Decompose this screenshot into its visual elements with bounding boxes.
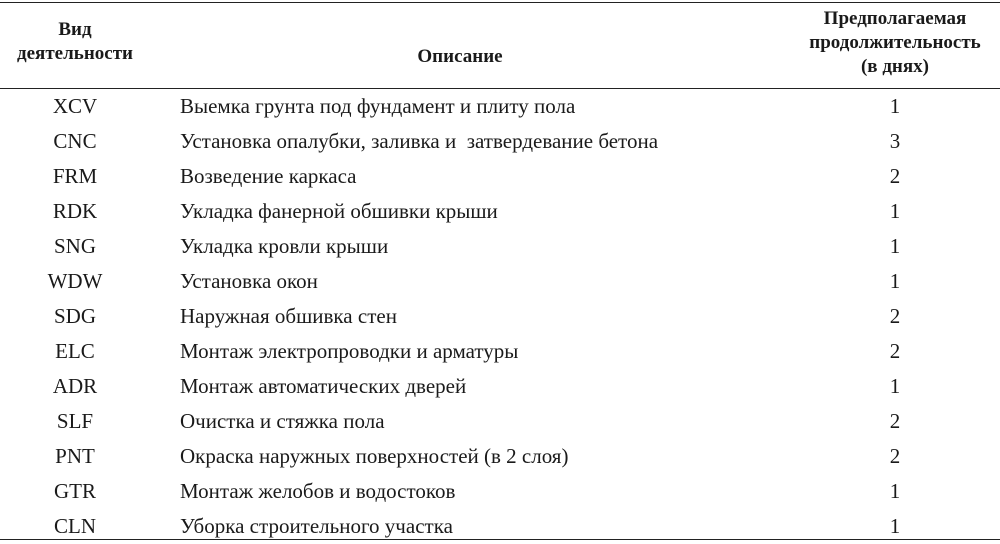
header-activity-code	[0, 18, 150, 66]
cell-description: Очистка и стяжка пола	[180, 409, 385, 433]
cell-description: Установка опалубки, заливка и затвердевание бетона	[180, 129, 659, 153]
cell-activity-code: XCV	[52, 94, 98, 118]
header-description: Описание	[417, 46, 503, 67]
cell-description: Наружная обшивка стен	[180, 304, 397, 328]
table-row	[0, 334, 1000, 369]
cell-description: Установка окон	[180, 269, 318, 293]
cell-activity-code: SDG	[53, 304, 96, 328]
header-duration	[790, 7, 1000, 79]
cell-description: Укладка фанерной обшивки крыши	[180, 199, 498, 223]
table-row	[0, 474, 1000, 509]
header-activity-code-line-2: деятельности	[17, 43, 133, 64]
cell-duration: 1	[889, 514, 901, 538]
table-top-rule	[0, 2, 1000, 3]
header-duration-line-2: продолжительность	[809, 32, 981, 53]
cell-activity-code: GTR	[54, 479, 96, 503]
cell-duration: 2	[889, 339, 901, 363]
table-row	[0, 194, 1000, 229]
table-bottom-rule	[0, 539, 1000, 540]
cell-description: Уборка строительного участка	[180, 514, 453, 538]
cell-description: Монтаж электропроводки и арматуры	[180, 339, 519, 363]
cell-duration: 2	[889, 409, 901, 433]
table-row	[0, 264, 1000, 299]
cell-duration: 1	[889, 374, 901, 398]
cell-duration: 1	[889, 234, 901, 258]
cell-activity-code: ADR	[52, 374, 98, 398]
cell-activity-code: SLF	[56, 409, 94, 433]
cell-description: Возведение каркаса	[180, 164, 357, 188]
header-duration-line-1: Предполагаемая	[823, 8, 967, 29]
cell-activity-code: RDK	[52, 199, 98, 223]
cell-description: Окраска наружных поверхностей (в 2 слоя)	[180, 444, 569, 468]
table-body	[0, 89, 1000, 544]
cell-activity-code: PNT	[55, 444, 95, 468]
cell-activity-code: FRM	[52, 164, 98, 188]
table-row	[0, 124, 1000, 159]
cell-description: Монтаж желобов и водостоков	[180, 479, 456, 503]
cell-duration: 2	[889, 304, 901, 328]
cell-activity-code: ELC	[55, 339, 95, 363]
cell-activity-code: CLN	[54, 514, 96, 538]
cell-activity-code: CNC	[53, 129, 97, 153]
table-row	[0, 439, 1000, 474]
cell-description: Укладка кровли крыши	[180, 234, 389, 258]
cell-description: Монтаж автоматических дверей	[180, 374, 467, 398]
cell-duration: 1	[889, 94, 901, 118]
cell-duration: 2	[889, 164, 901, 188]
cell-duration: 2	[889, 444, 901, 468]
cell-duration: 3	[889, 129, 901, 153]
cell-activity-code: SNG	[53, 234, 96, 258]
header-duration-line-3: (в днях)	[860, 56, 929, 77]
table-row	[0, 299, 1000, 334]
table-row	[0, 159, 1000, 194]
cell-duration: 1	[889, 199, 901, 223]
cell-description: Выемка грунта под фундамент и плиту пола	[180, 94, 576, 118]
table-row	[0, 229, 1000, 264]
cell-duration: 1	[889, 269, 901, 293]
table-row	[0, 89, 1000, 124]
cell-duration: 1	[889, 479, 901, 503]
header-activity-code-line-1: Вид	[58, 19, 92, 40]
table-row	[0, 404, 1000, 439]
cell-activity-code: WDW	[47, 269, 103, 293]
table-row	[0, 369, 1000, 404]
